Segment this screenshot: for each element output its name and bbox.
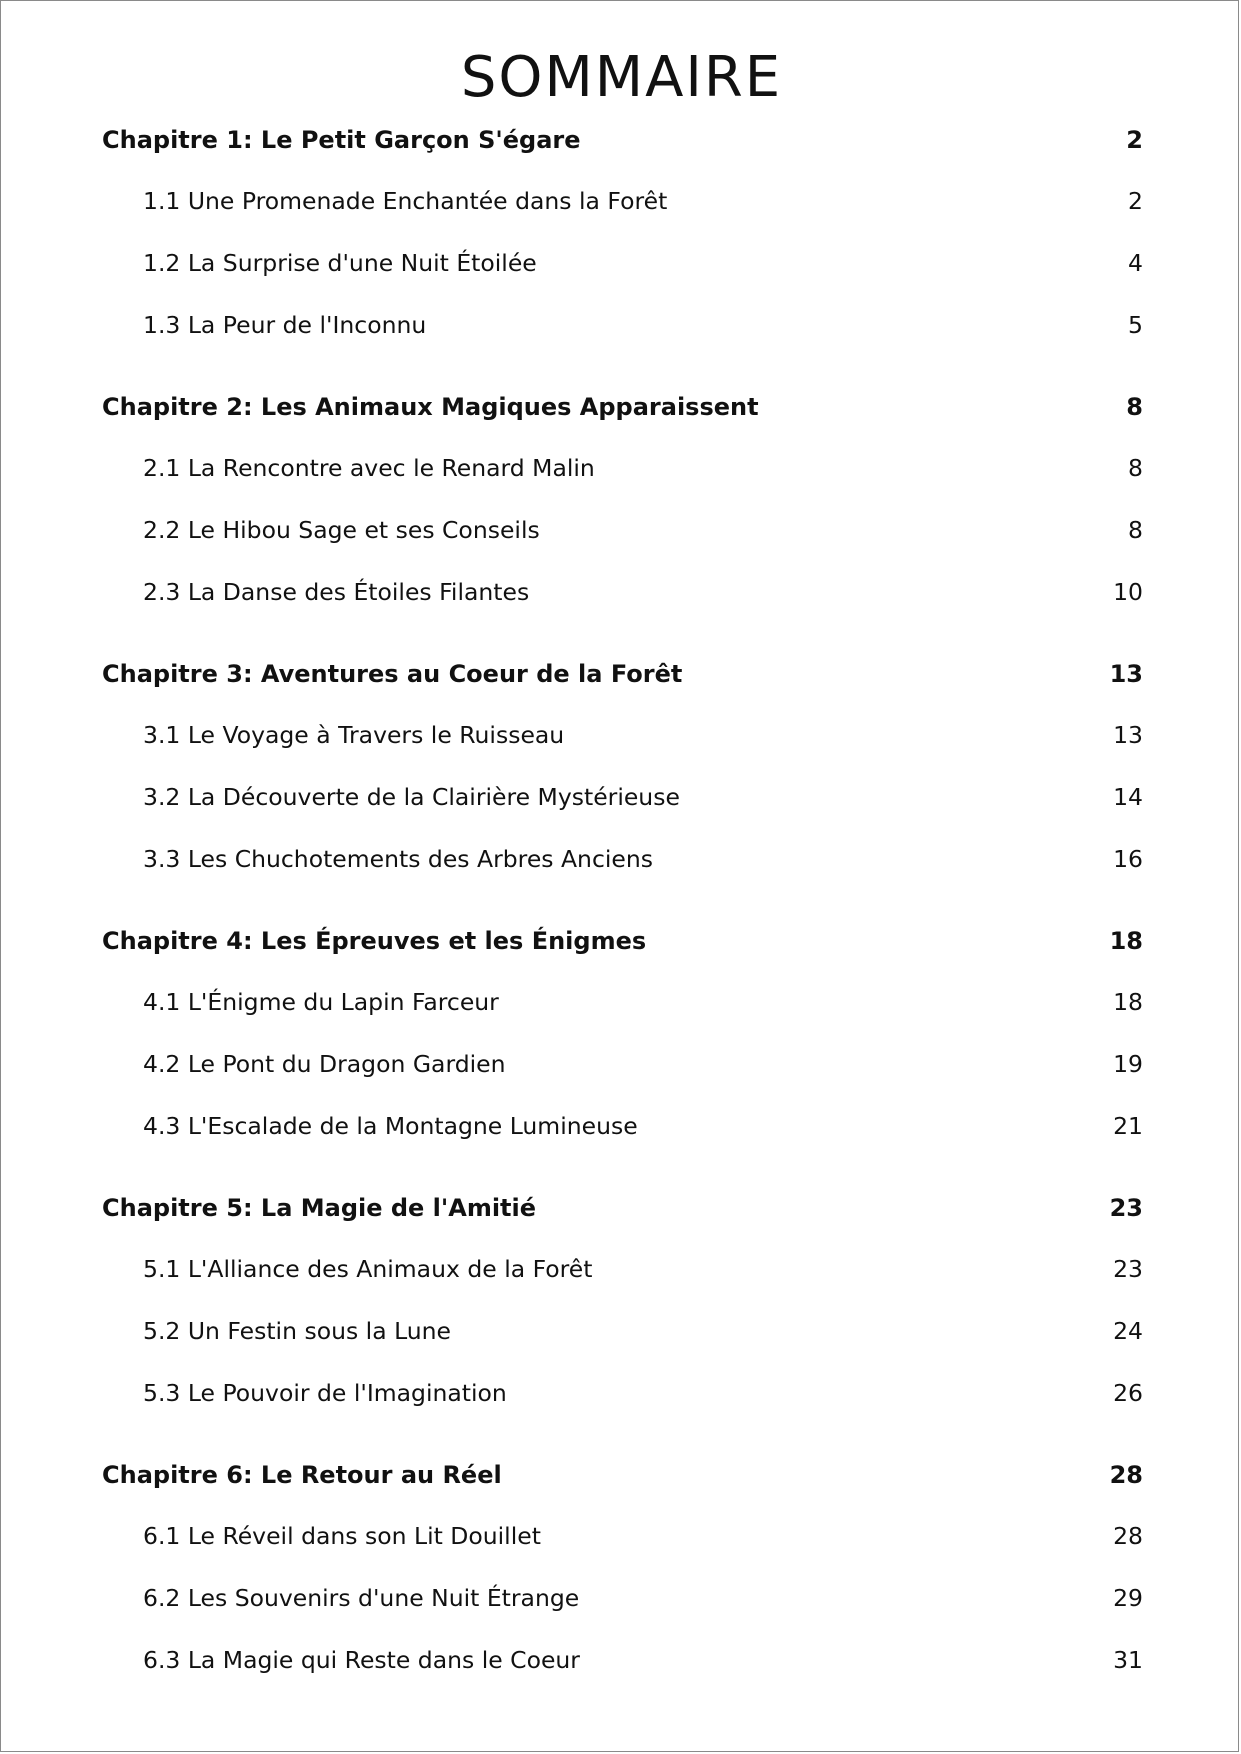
chapter-title: Chapitre 3: Aventures au Coeur de la Forêt: [102, 660, 683, 688]
chapter-title: Chapitre 5: La Magie de l'Amitié: [102, 1194, 537, 1222]
section-entry[interactable]: [102, 1505, 1143, 1567]
section-entry[interactable]: [102, 437, 1143, 499]
section-page-number: 8: [1128, 516, 1143, 544]
toc-chapter-1: [102, 111, 1143, 356]
section-page-number: 31: [1113, 1646, 1143, 1674]
section-page-number: 10: [1113, 578, 1143, 606]
section-page-number: 14: [1113, 783, 1143, 811]
page-title: SOMMAIRE: [460, 45, 783, 110]
section-page-number: 5: [1128, 311, 1143, 339]
section-page-number: 29: [1113, 1584, 1143, 1612]
section-page-number: 8: [1128, 454, 1143, 482]
chapter-title: Chapitre 4: Les Épreuves et les Énigmes: [102, 927, 647, 955]
section-title: 4.3 L'Escalade de la Montagne Lumineuse: [143, 1112, 638, 1140]
chapter-entry[interactable]: [102, 378, 1143, 437]
section-entry[interactable]: [102, 704, 1143, 766]
chapter-entry[interactable]: [102, 1179, 1143, 1238]
section-title: 5.1 L'Alliance des Animaux de la Forêt: [143, 1255, 593, 1283]
section-entry[interactable]: [102, 1238, 1143, 1300]
toc-chapter-6: [102, 1446, 1143, 1691]
section-title: 5.2 Un Festin sous la Lune: [143, 1317, 452, 1345]
chapter-page-number: 8: [1126, 393, 1143, 421]
chapter-title: Chapitre 1: Le Petit Garçon S'égare: [102, 126, 581, 154]
toc-chapter-3: [102, 645, 1143, 890]
section-entry[interactable]: [102, 1567, 1143, 1629]
section-page-number: 18: [1113, 988, 1143, 1016]
section-entry[interactable]: [102, 1300, 1143, 1362]
section-entry[interactable]: [102, 828, 1143, 890]
section-entry[interactable]: [102, 232, 1143, 294]
toc-chapter-4: [102, 912, 1143, 1157]
chapter-entry[interactable]: [102, 111, 1143, 170]
section-title: 2.1 La Rencontre avec le Renard Malin: [143, 454, 595, 482]
section-page-number: 28: [1113, 1522, 1143, 1550]
section-page-number: 24: [1113, 1317, 1143, 1345]
section-page-number: 13: [1113, 721, 1143, 749]
chapter-entry[interactable]: [102, 1446, 1143, 1505]
chapter-page-number: 28: [1109, 1461, 1143, 1489]
section-title: 4.2 Le Pont du Dragon Gardien: [143, 1050, 506, 1078]
chapter-entry[interactable]: [102, 645, 1143, 704]
section-title: 6.3 La Magie qui Reste dans le Coeur: [143, 1646, 580, 1674]
section-page-number: 19: [1113, 1050, 1143, 1078]
section-title: 6.2 Les Souvenirs d'une Nuit Étrange: [143, 1584, 580, 1612]
section-title: 1.1 Une Promenade Enchantée dans la Forêt: [143, 187, 668, 215]
section-entry[interactable]: [102, 1362, 1143, 1424]
section-title: 2.3 La Danse des Étoiles Filantes: [143, 578, 530, 606]
section-page-number: 23: [1113, 1255, 1143, 1283]
chapter-page-number: 13: [1109, 660, 1143, 688]
section-entry[interactable]: [102, 294, 1143, 356]
section-entry[interactable]: [102, 971, 1143, 1033]
section-entry[interactable]: [102, 1095, 1143, 1157]
toc-chapter-5: [102, 1179, 1143, 1424]
section-title: 1.3 La Peur de l'Inconnu: [143, 311, 427, 339]
section-title: 1.2 La Surprise d'une Nuit Étoilée: [143, 249, 537, 277]
section-entry[interactable]: [102, 1033, 1143, 1095]
chapter-page-number: 23: [1109, 1194, 1143, 1222]
chapter-entry[interactable]: [102, 912, 1143, 971]
toc-chapter-2: [102, 378, 1143, 623]
section-entry[interactable]: [102, 170, 1143, 232]
section-title: 3.3 Les Chuchotements des Arbres Anciens: [143, 845, 654, 873]
chapter-title: Chapitre 2: Les Animaux Magiques Apparaissent: [102, 393, 759, 421]
chapter-page-number: 2: [1126, 126, 1143, 154]
section-title: 5.3 Le Pouvoir de l'Imagination: [143, 1379, 507, 1407]
section-page-number: 16: [1113, 845, 1143, 873]
section-title: 3.2 La Découverte de la Clairière Mystérieuse: [143, 783, 680, 811]
chapter-page-number: 18: [1109, 927, 1143, 955]
table-of-contents: [102, 111, 1143, 1713]
section-page-number: 4: [1128, 249, 1143, 277]
section-title: 4.1 L'Énigme du Lapin Farceur: [143, 988, 499, 1016]
chapter-title: Chapitre 6: Le Retour au Réel: [102, 1461, 502, 1489]
section-title: 3.1 Le Voyage à Travers le Ruisseau: [143, 721, 565, 749]
section-page-number: 2: [1128, 187, 1143, 215]
section-entry[interactable]: [102, 1629, 1143, 1691]
section-page-number: 26: [1113, 1379, 1143, 1407]
section-title: 6.1 Le Réveil dans son Lit Douillet: [143, 1522, 541, 1550]
section-entry[interactable]: [102, 499, 1143, 561]
section-entry[interactable]: [102, 766, 1143, 828]
section-title: 2.2 Le Hibou Sage et ses Conseils: [143, 516, 540, 544]
section-entry[interactable]: [102, 561, 1143, 623]
section-page-number: 21: [1113, 1112, 1143, 1140]
